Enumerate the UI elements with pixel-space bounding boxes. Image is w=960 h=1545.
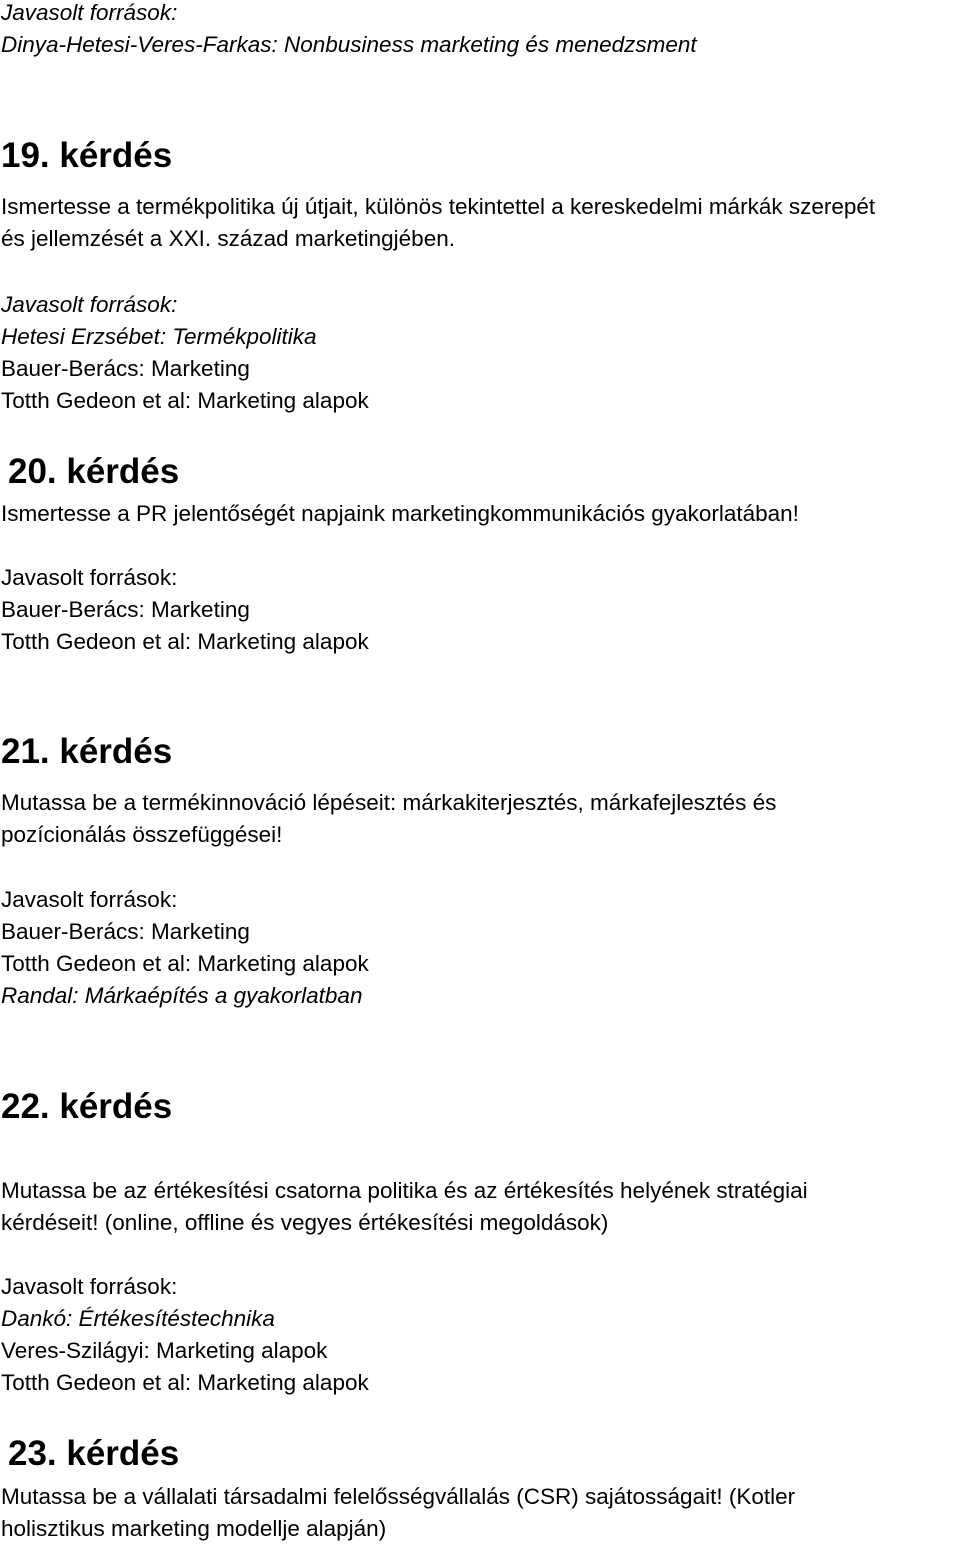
source-item: Bauer-Berács: Marketing: [1, 597, 250, 622]
question-text: és jellemzését a XXI. század marketingjében.: [1, 226, 455, 251]
source-item: Totth Gedeon et al: Marketing alapok: [1, 388, 369, 413]
source-item: Totth Gedeon et al: Marketing alapok: [1, 951, 369, 976]
source-item: Dinya-Hetesi-Veres-Farkas: Nonbusiness marketing és menedzsment: [1, 32, 697, 57]
question-text: Mutassa be a termékinnováció lépéseit: márkakiterjesztés, márkafejlesztés és: [1, 790, 777, 815]
question-text: Ismertesse a termékpolitika új útjait, különös tekintettel a kereskedelmi márkák szerepét: [1, 194, 876, 219]
question-text: holisztikus marketing modellje alapján): [1, 1516, 387, 1541]
source-item: Bauer-Berács: Marketing: [1, 356, 250, 381]
source-item: Bauer-Berács: Marketing: [1, 919, 250, 944]
source-item: Totth Gedeon et al: Marketing alapok: [1, 629, 369, 654]
question-heading: 22. kérdés: [1, 1087, 173, 1126]
question-heading: 21. kérdés: [1, 732, 173, 771]
sources-label: Javasolt források:: [1, 1274, 178, 1299]
sources-label: Javasolt források:: [1, 887, 178, 912]
question-heading: 20. kérdés: [8, 452, 180, 491]
question-text: pozícionálás összefüggései!: [1, 822, 283, 847]
question-text: Mutassa be a vállalati társadalmi felelősségvállalás (CSR) sajátosságait! (Kotler: [1, 1484, 796, 1509]
question-heading: 23. kérdés: [8, 1434, 180, 1473]
question-text: kérdéseit! (online, offline és vegyes értékesítési megoldások): [1, 1210, 609, 1235]
sources-label: Javasolt források:: [1, 0, 178, 25]
source-item: Dankó: Értékesítéstechnika: [1, 1306, 275, 1331]
question-heading: 19. kérdés: [1, 136, 173, 175]
question-text: Mutassa be az értékesítési csatorna politika és az értékesítés helyének stratégiai: [1, 1178, 808, 1203]
sources-label: Javasolt források:: [1, 292, 178, 317]
source-item: Hetesi Erzsébet: Termékpolitika: [1, 324, 317, 349]
source-item: Totth Gedeon et al: Marketing alapok: [1, 1370, 369, 1395]
source-item: Veres-Szilágyi: Marketing alapok: [1, 1338, 328, 1363]
question-text: Ismertesse a PR jelentőségét napjaink marketingkommunikációs gyakorlatában!: [1, 501, 799, 526]
source-item: Randal: Márkaépítés a gyakorlatban: [1, 983, 363, 1008]
sources-label: Javasolt források:: [1, 565, 178, 590]
